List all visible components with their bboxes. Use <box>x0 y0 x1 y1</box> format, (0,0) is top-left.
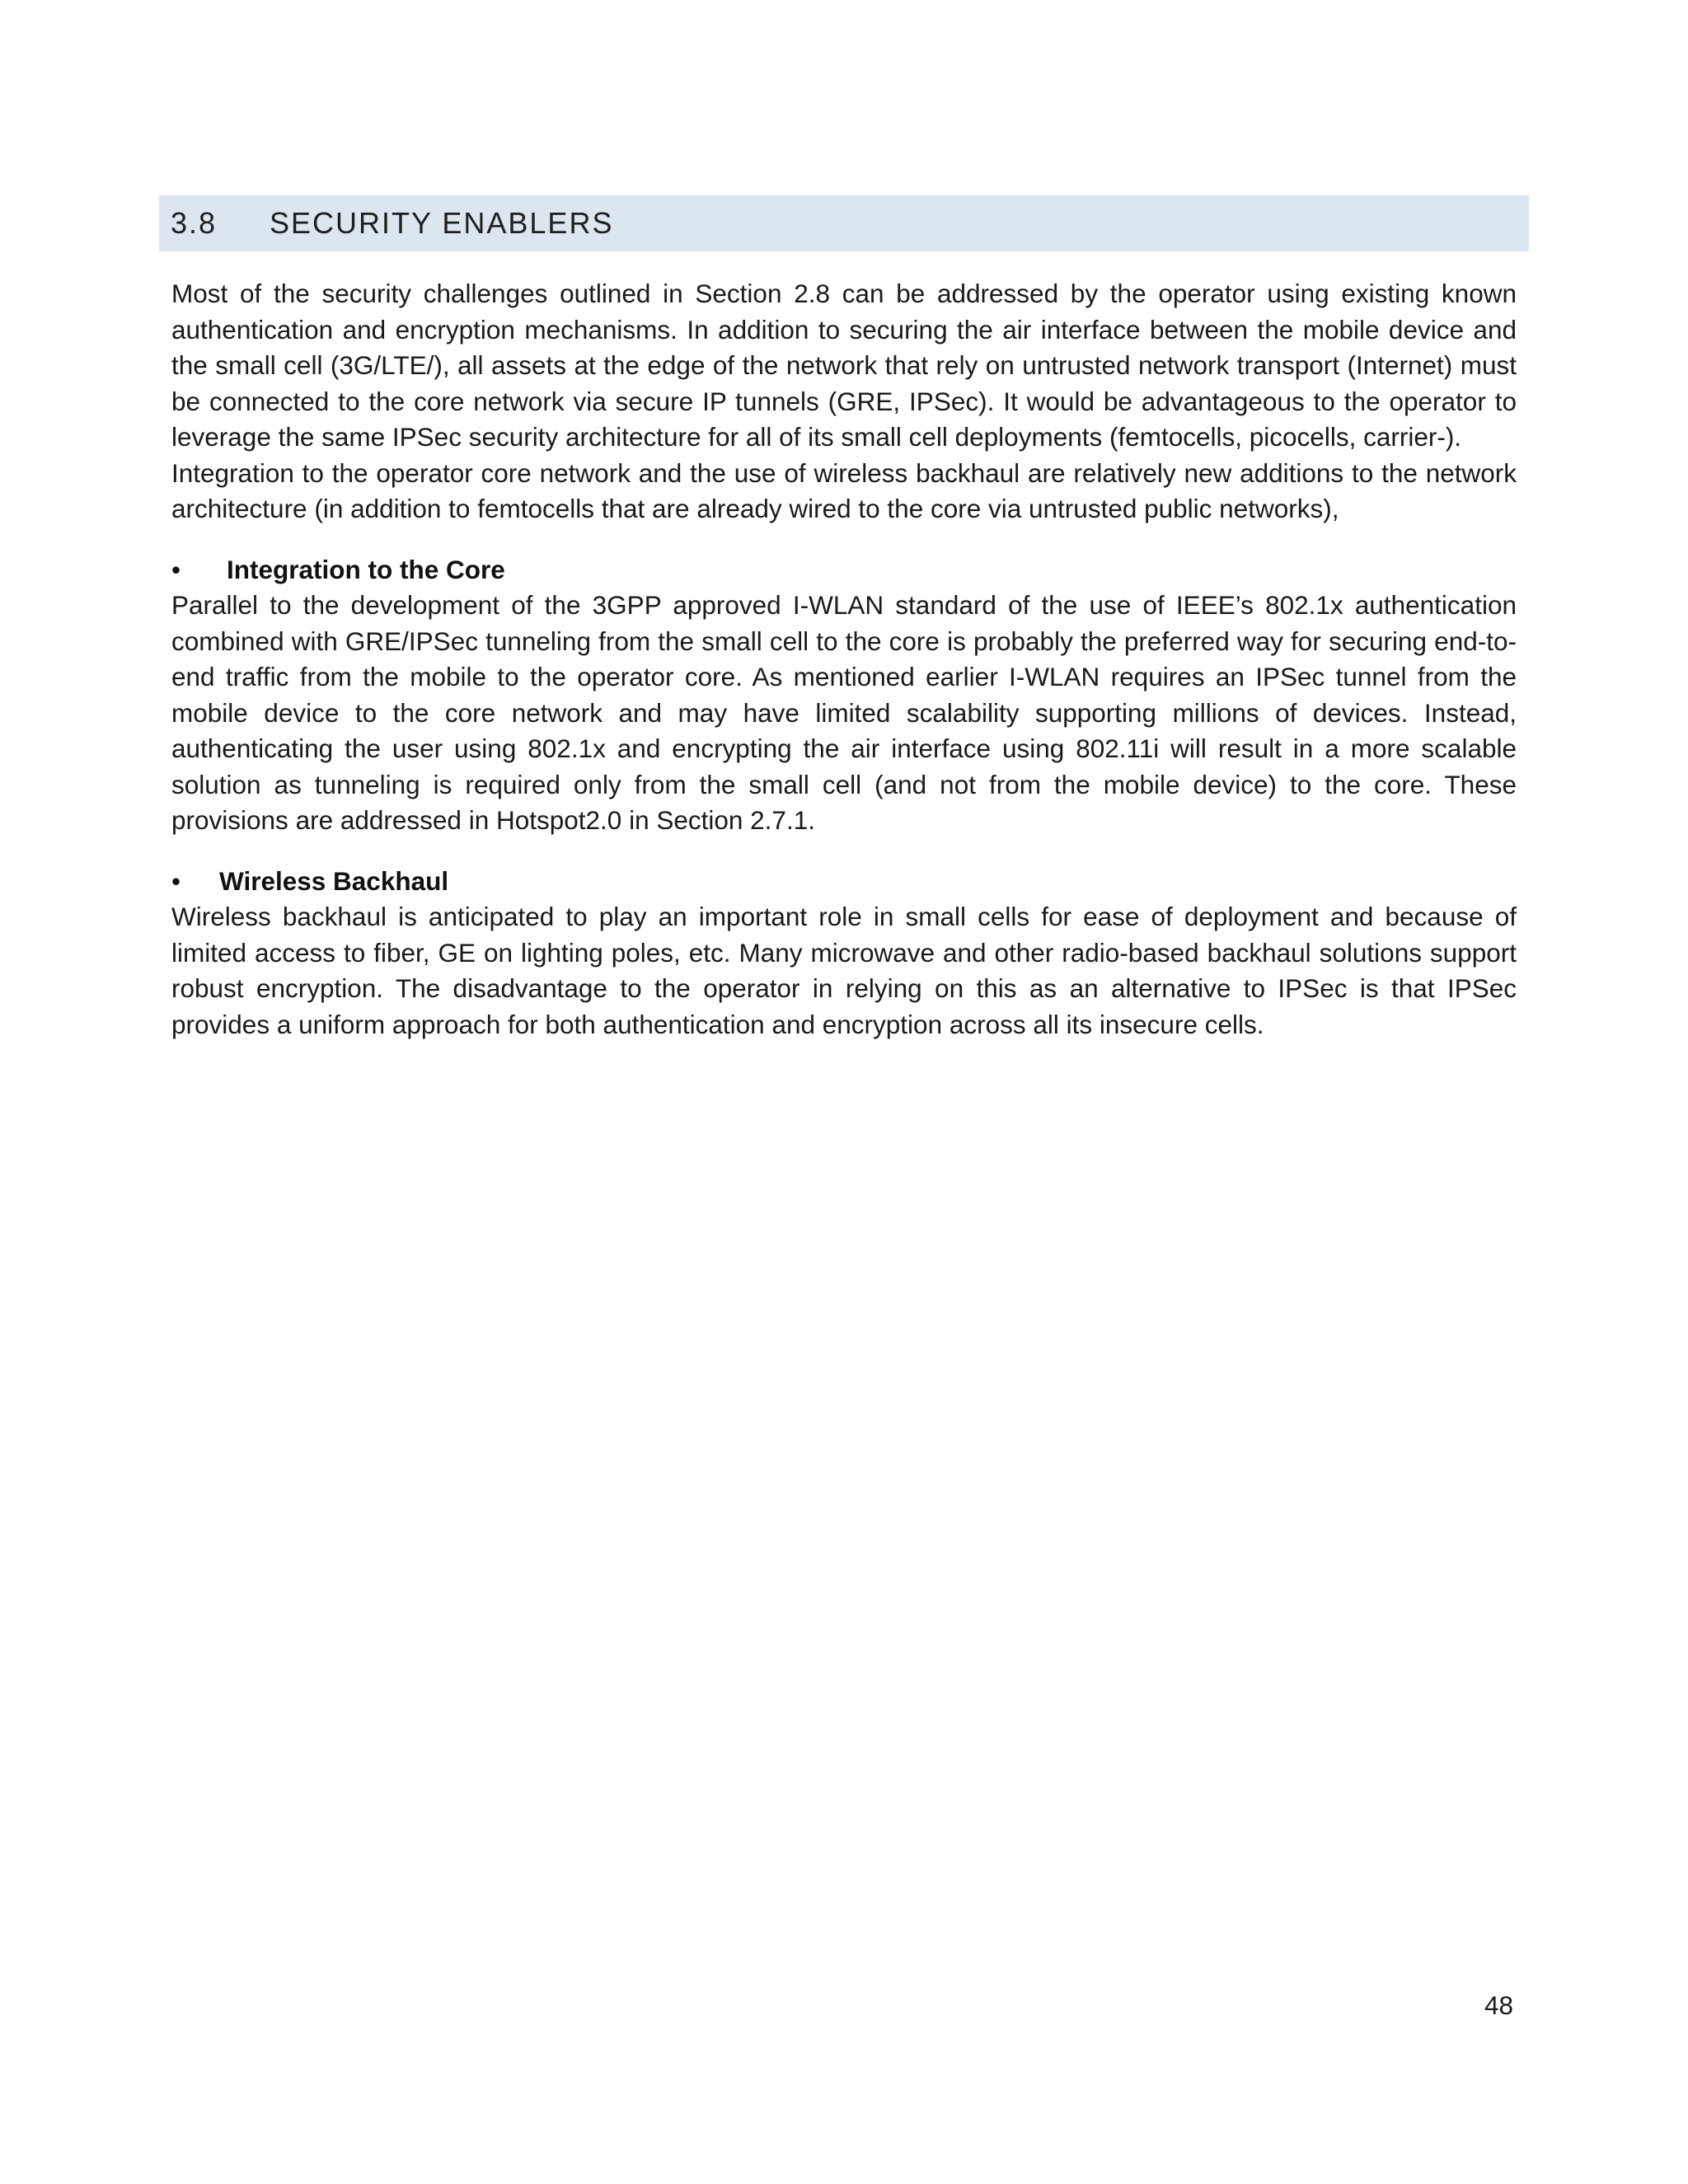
section-title: SECURITY ENABLERS <box>270 206 614 240</box>
section-number: 3.8 <box>171 206 218 240</box>
body-content <box>171 276 1517 1043</box>
bullet-integration-to-core <box>171 552 1517 588</box>
bullet-label-backhaul: Wireless Backhaul <box>219 865 449 896</box>
section-heading <box>159 195 1529 251</box>
bullet-dot-icon: • <box>171 865 181 896</box>
bullet-wireless-backhaul <box>171 864 1517 900</box>
page-number: 48 <box>1484 1990 1513 2020</box>
bullet-dot-icon: • <box>171 554 181 584</box>
paragraph-security-challenges: Most of the security challenges outlined in Section 2.8 can be addressed by the operator using existing known authentication and encryption mechanisms. In addition to securing the air interface between the mobile device and the small cell (3G/LTE/), all assets at the edge of the network that rely on untrusted network transport (Internet) must be connected to the core network via secure IP tunnels (GRE, IPSec). It would be advantageous to the operator to leverage the same IPSec security architecture for all of its small cell deployments (femtocells, picocells, carrier-). <box>171 279 1517 452</box>
paragraph-iwlan: Parallel to the development of the 3GPP approved I-WLAN standard of the use of IEEE’s 802.1x authentication combined with GRE/IPSec tunneling from the small cell to the core is probably the preferred way for securing end-to-end traffic from the mobile to the operator core. As mentioned earlier I-WLAN requires an IPSec tunnel from the mobile device to the core network and may have limited scalability supporting millions of devices. Instead, authenticating the user using 802.1x and encrypting the air interface using 802.11i will result in a more scalable solution as tunneling is required only from the small cell (and not from the mobile device) to the core. These provisions are addressed in Hotspot2.0 in Section 2.7.1. <box>171 590 1517 835</box>
bullet-label-integration: Integration to the Core <box>227 554 505 584</box>
paragraph-integration-intro: Integration to the operator core network and the use of wireless backhaul are relatively new additions to the network architecture (in addition to femtocells that are already wired to the core via untrusted public networks), <box>171 457 1517 523</box>
paragraph-wireless-backhaul: Wireless backhaul is anticipated to play an important role in small cells for ease of deployment and because of limited access to fiber, GE on lighting poles, etc. Many microwave and other radio-based backhaul solutions support robust encryption. The disadvantage to the operator in relying on this as an alternative to IPSec is that IPSec provides a uniform approach for both authentication and encryption across all its insecure cells. <box>171 902 1517 1039</box>
